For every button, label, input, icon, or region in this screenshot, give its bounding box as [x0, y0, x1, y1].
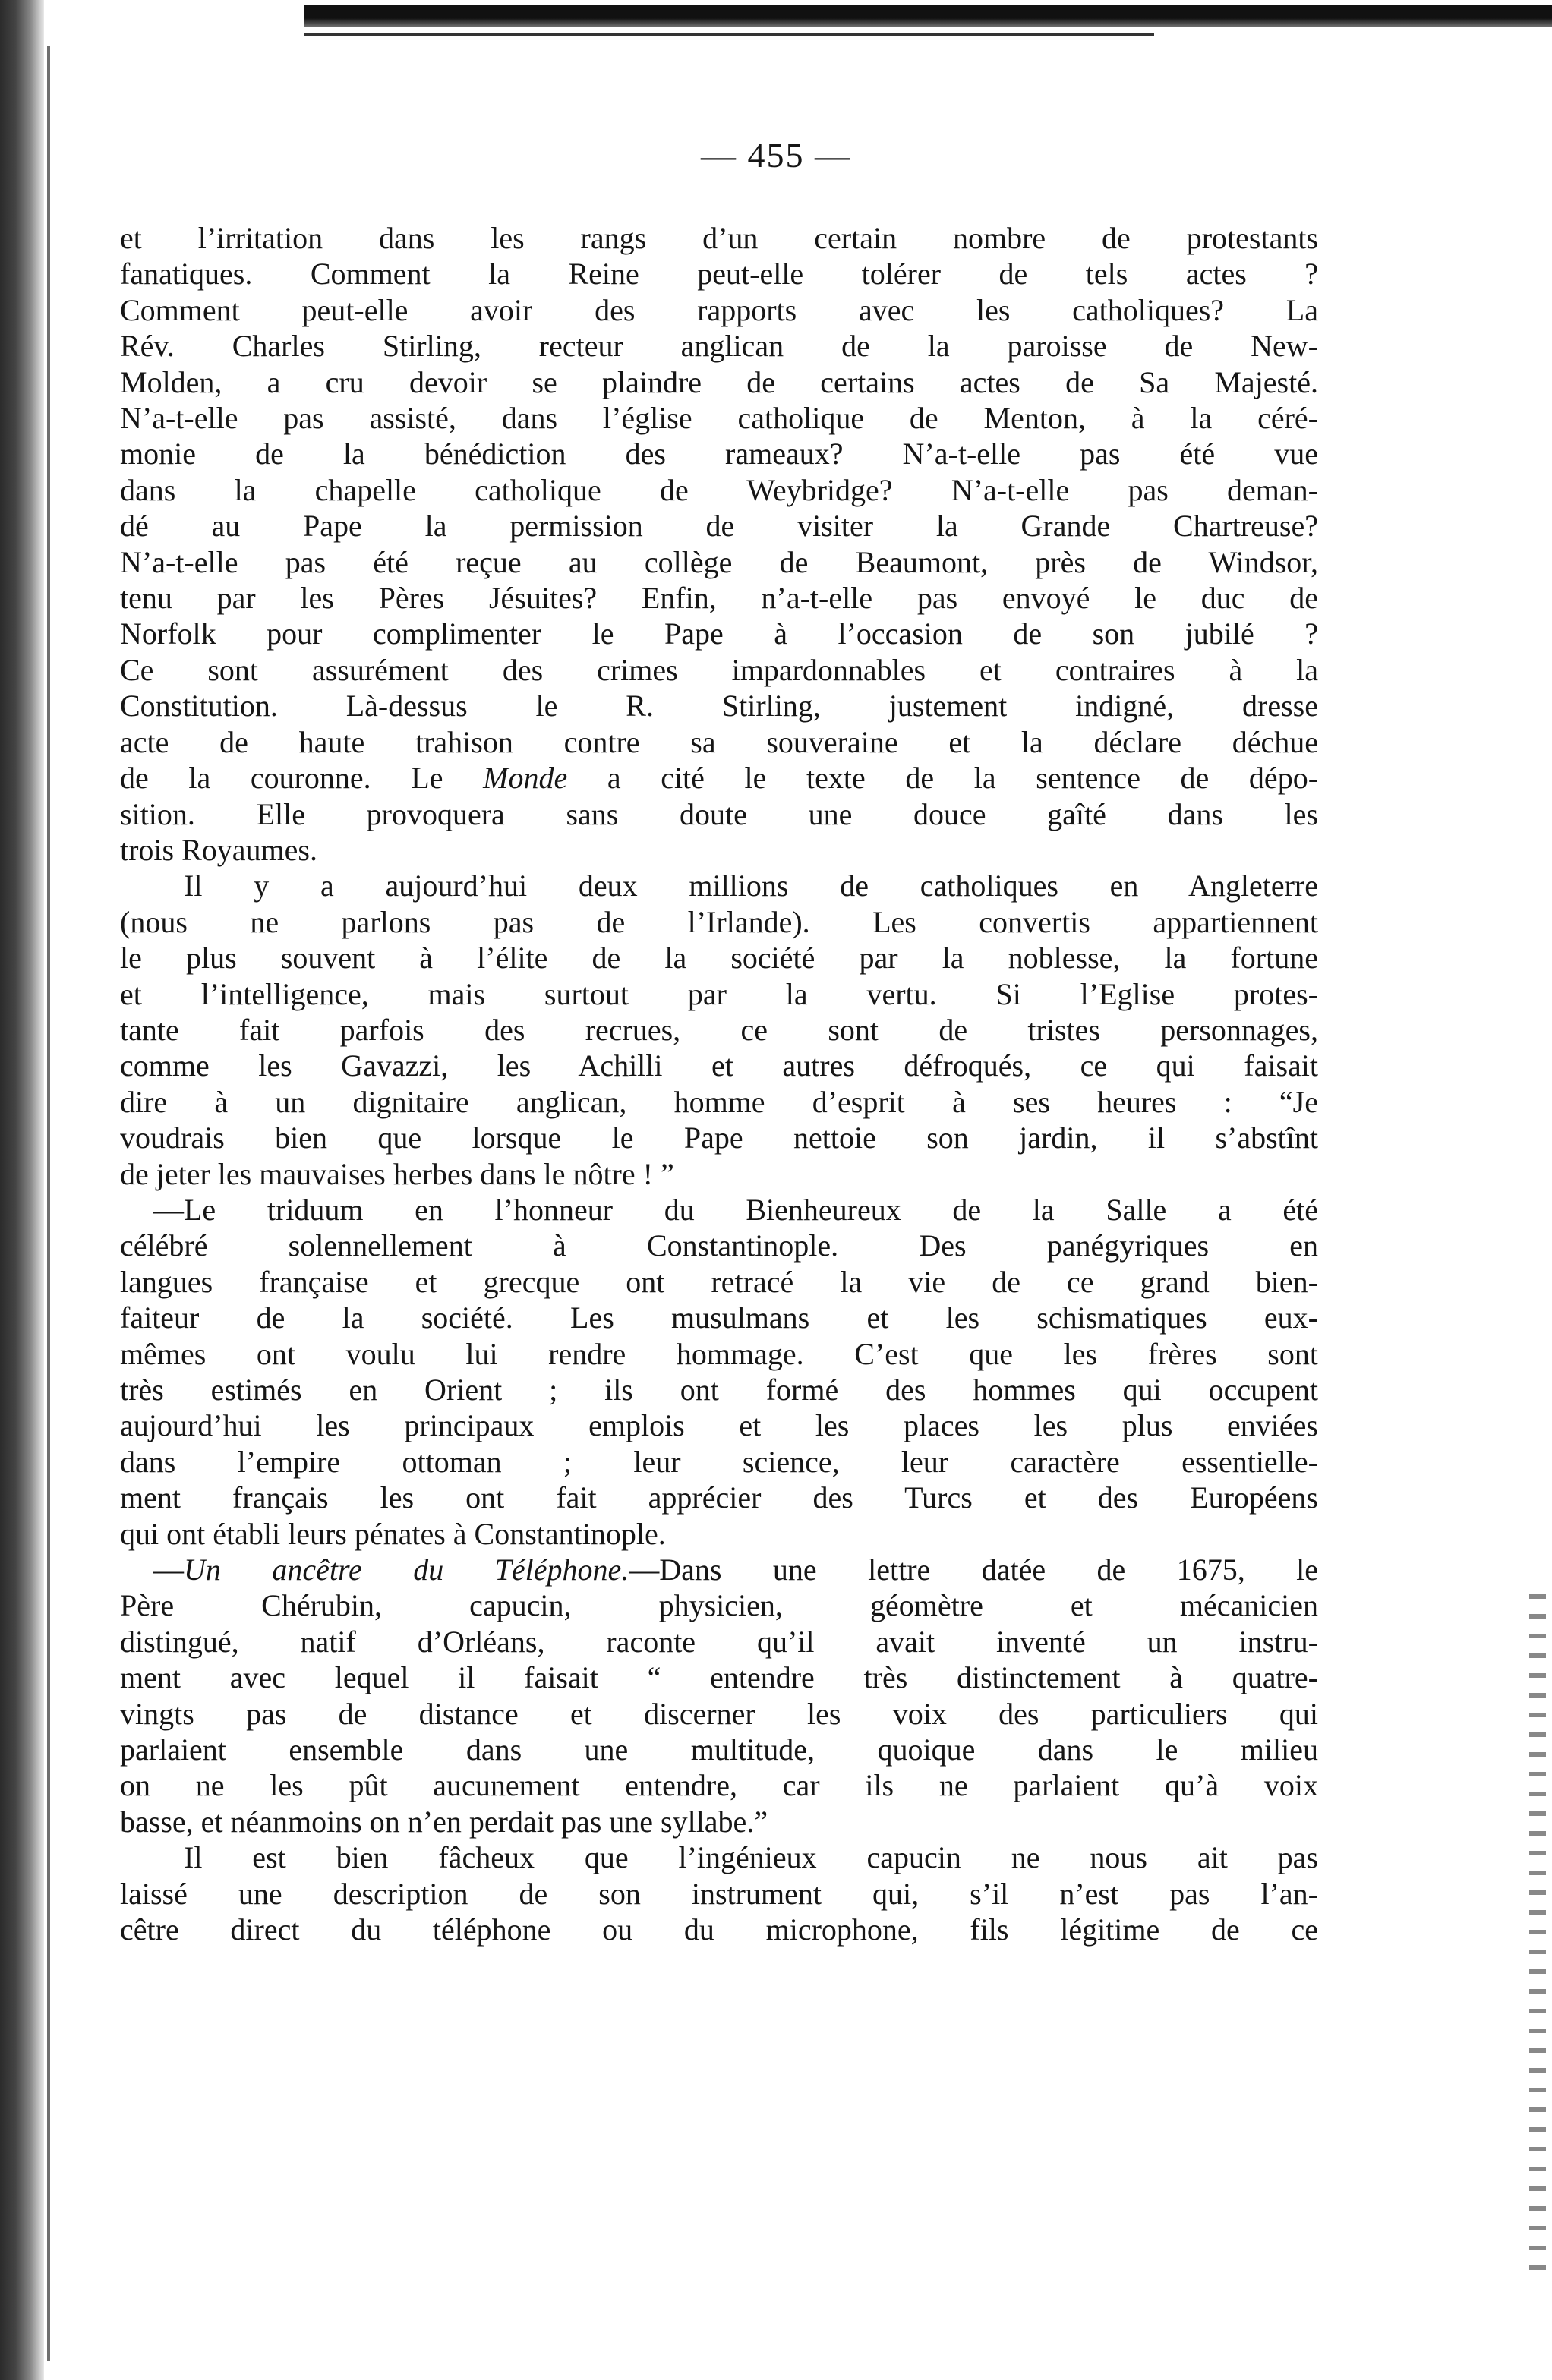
- text-line-segment: fanatiques. Comment la Reine peut-elle tolérer de tels actes ?: [120, 257, 1318, 292]
- page-text-body: [120, 220, 1318, 1948]
- text-line-segment: Ce sont assurément des crimes impardonnables et contraires à la: [120, 652, 1318, 687]
- text-line-segment: dire à un dignitaire anglican, homme d’esprit à ses heures : “Je: [120, 1084, 1318, 1119]
- text-line-segment: cêtre direct du téléphone ou du microphone, fils légitime de ce: [120, 1912, 1318, 1947]
- text-line: [120, 400, 1318, 436]
- text-line: [120, 1264, 1318, 1300]
- text-line-segment: Constitution. Là-dessus le R. Stirling, justement indigné, dresse: [120, 689, 1318, 723]
- text-line-segment: le plus souvent à l’élite de la société par la noblesse, la fortune: [120, 941, 1318, 976]
- text-line: [120, 472, 1318, 508]
- text-line-segment: a cité le texte de la sentence de dépo-: [567, 761, 1319, 796]
- text-line: [120, 1480, 1318, 1515]
- text-line: [120, 1696, 1318, 1732]
- text-line-segment: trois Royaumes.: [120, 832, 317, 867]
- text-line: [120, 1192, 1318, 1228]
- text-line-segment: ment français les ont fait apprécier des Turcs et des Européens: [120, 1480, 1318, 1515]
- text-line: [120, 1516, 1318, 1552]
- text-line-segment: très estimés en Orient ; ils ont formé des hommes qui occupent: [120, 1373, 1318, 1407]
- text-line: [120, 436, 1318, 471]
- text-line: [120, 688, 1318, 723]
- text-line: [120, 1012, 1318, 1048]
- text-line-segment: Molden, a cru devoir se plaindre de certains actes de Sa Majesté.: [120, 364, 1318, 399]
- text-line-segment: Rév. Charles Stirling, recteur anglican de la paroisse de New-: [120, 329, 1318, 364]
- text-line: [120, 1300, 1318, 1335]
- text-line-segment: —Dans une lettre datée de 1675, le: [629, 1553, 1319, 1587]
- text-line: [120, 1660, 1318, 1695]
- text-line: [120, 1912, 1318, 1947]
- text-line-segment: on ne les pût aucunement entendre, car ils ne parlaient qu’à voix: [120, 1768, 1318, 1803]
- text-line-segment: dé au Pape la permission de visiter la Grande Chartreuse?: [120, 509, 1318, 544]
- text-line-segment: monie de la bénédiction des rameaux? N’a-t-elle pas été vue: [120, 437, 1318, 471]
- text-line-segment: de la couronne. Le: [120, 761, 484, 796]
- italic-title: Un ancêtre du Téléphone.: [184, 1553, 629, 1587]
- text-line-segment: N’a-t-elle pas été reçue au collège de Beaumont, près de Windsor,: [120, 544, 1318, 579]
- text-line: [120, 1767, 1318, 1803]
- text-line-segment: Il y a aujourd’hui deux millions de catholiques en Angleterre: [184, 868, 1318, 903]
- text-line-segment: faiteur de la société. Les musulmans et les schismatiques eux-: [120, 1300, 1318, 1335]
- text-line: [120, 724, 1318, 760]
- text-line: [120, 328, 1318, 364]
- text-line-segment: —Le triduum en l’honneur du Bienheureux de la Salle a été: [153, 1192, 1318, 1227]
- text-line-segment: distingué, natif d’Orléans, raconte qu’il avait inventé un instru-: [120, 1624, 1318, 1659]
- text-line-segment: comme les Gavazzi, les Achilli et autres défroqués, ce qui faisait: [120, 1048, 1318, 1083]
- text-line: [120, 1408, 1318, 1443]
- text-line: [120, 976, 1318, 1012]
- text-line: [120, 1444, 1318, 1480]
- scan-top-rule: [304, 5, 1552, 27]
- text-line-segment: célébré solennellement à Constantinople. Des panégyriques en: [120, 1228, 1318, 1263]
- text-line-segment: dans la chapelle catholique de Weybridge? N’a-t-elle pas deman-: [120, 472, 1318, 507]
- scan-top-rule-thin: [304, 33, 1154, 36]
- text-line: [120, 1804, 1318, 1839]
- text-line: [120, 1048, 1318, 1083]
- text-line: [120, 760, 1318, 796]
- text-line-segment: sition. Elle provoquera sans doute une douce gaîté dans les: [120, 796, 1318, 831]
- text-line: [120, 1336, 1318, 1372]
- text-line: [120, 1552, 1318, 1587]
- italic-title: Monde: [483, 761, 568, 796]
- page-number: — 455 —: [701, 136, 851, 175]
- text-line-segment: vingts pas de distance et discerner les voix des particuliers qui: [120, 1696, 1318, 1731]
- text-line-segment: basse, et néanmoins on n’en perdait pas une syllabe.”: [120, 1804, 768, 1839]
- text-line-segment: N’a-t-elle pas assisté, dans l’église catholique de Menton, à la céré-: [120, 401, 1318, 436]
- text-line-segment: langues française et grecque ont retracé la vie de ce grand bien-: [120, 1264, 1318, 1299]
- text-line-segment: aujourd’hui les principaux emplois et les places les plus enviées: [120, 1408, 1318, 1443]
- text-line: [120, 580, 1318, 616]
- text-line: [120, 544, 1318, 580]
- text-line: [120, 940, 1318, 976]
- text-line-segment: Père Chérubin, capucin, physicien, géomètre et mécanicien: [120, 1588, 1318, 1623]
- text-line-segment: Il est bien fâcheux que l’ingénieux capucin ne nous ait pas: [184, 1840, 1318, 1875]
- text-line-segment: acte de haute trahison contre sa souveraine et la déclare déchue: [120, 724, 1318, 759]
- text-line: [120, 1839, 1318, 1875]
- text-line-segment: Comment peut-elle avoir des rapports avec les catholiques? La: [120, 292, 1318, 327]
- text-line: [120, 1228, 1318, 1263]
- scan-specks-right: [1529, 1594, 1546, 2278]
- text-line: [120, 292, 1318, 328]
- text-line-segment: ment avec lequel il faisait “ entendre très distinctement à quatre-: [120, 1660, 1318, 1695]
- text-line: [120, 616, 1318, 651]
- text-line-segment: Norfolk pour complimenter le Pape à l’occasion de son jubilé ?: [120, 616, 1318, 651]
- text-line-segment: et l’irritation dans les rangs d’un certain nombre de protestants: [120, 221, 1318, 255]
- text-line: [120, 796, 1318, 832]
- scan-shadow-left: [0, 0, 44, 2380]
- text-line-segment: parlaient ensemble dans une multitude, quoique dans le milieu: [120, 1732, 1318, 1767]
- text-line: [120, 1156, 1318, 1192]
- text-line: [120, 256, 1318, 292]
- text-line: [120, 1732, 1318, 1767]
- text-line: [120, 364, 1318, 400]
- text-line-segment: voudrais bien que lorsque le Pape nettoie son jardin, il s’abstînt: [120, 1121, 1318, 1155]
- text-line-segment: mêmes ont voulu lui rendre hommage. C’est que les frères sont: [120, 1336, 1318, 1371]
- text-line: [120, 1372, 1318, 1408]
- text-line: [120, 652, 1318, 688]
- text-line: [120, 220, 1318, 256]
- text-line-segment: tante fait parfois des recrues, ce sont de tristes personnages,: [120, 1012, 1318, 1047]
- text-line-segment: —: [153, 1553, 184, 1587]
- text-line-segment: qui ont établi leurs pénates à Constantinople.: [120, 1516, 666, 1551]
- text-line-segment: laissé une description de son instrument qui, s’il n’est pas l’an-: [120, 1876, 1318, 1911]
- text-line: [120, 832, 1318, 868]
- text-line: [120, 868, 1318, 903]
- text-line-segment: et l’intelligence, mais surtout par la vertu. Si l’Eglise protes-: [120, 976, 1318, 1011]
- scan-gutter-line: [47, 46, 50, 2361]
- text-line: [120, 1587, 1318, 1623]
- text-line: [120, 1624, 1318, 1660]
- text-line: [120, 1120, 1318, 1155]
- text-line-segment: (nous ne parlons pas de l’Irlande). Les convertis appartiennent: [120, 904, 1318, 939]
- text-line-segment: dans l’empire ottoman ; leur science, leur caractère essentielle-: [120, 1444, 1318, 1479]
- text-line: [120, 1084, 1318, 1120]
- text-line-segment: de jeter les mauvaises herbes dans le nôtre ! ”: [120, 1156, 674, 1191]
- text-line: [120, 508, 1318, 544]
- text-line: [120, 904, 1318, 940]
- text-line-segment: tenu par les Pères Jésuites? Enfin, n’a-t-elle pas envoyé le duc de: [120, 581, 1318, 616]
- text-line: [120, 1876, 1318, 1912]
